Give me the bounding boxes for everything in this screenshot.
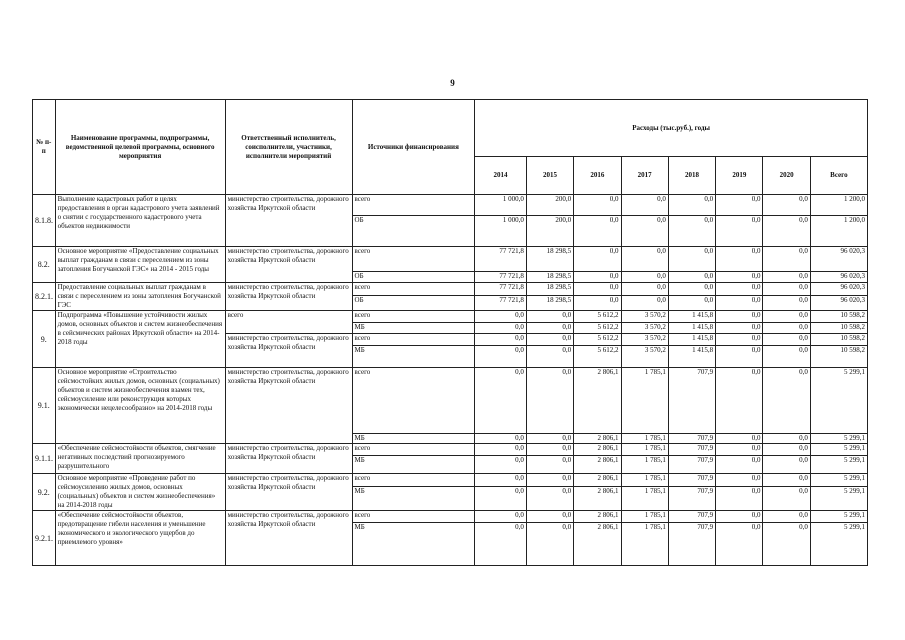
row-value: 0,0	[668, 195, 715, 216]
row-value: 1 785,1	[621, 511, 668, 523]
row-value: 1 785,1	[621, 474, 668, 487]
row-value: 0,0	[475, 323, 527, 334]
row-value: 2 806,1	[574, 456, 621, 474]
row-value: 0,0	[763, 296, 810, 311]
row-source: всего	[352, 334, 475, 346]
row-total: 96 020,3	[810, 296, 867, 311]
header-year: 2020	[763, 157, 810, 195]
row-value: 0,0	[475, 474, 527, 487]
row-total: 10 598,2	[810, 311, 867, 323]
row-value: 707,9	[668, 434, 715, 444]
row-number: 9.	[33, 311, 56, 368]
row-value: 0,0	[763, 272, 810, 283]
row-value: 2 806,1	[574, 368, 621, 434]
row-value: 5 612,2	[574, 334, 621, 346]
row-value: 0,0	[716, 283, 763, 296]
row-total: 10 598,2	[810, 346, 867, 368]
row-value: 0,0	[574, 272, 621, 283]
row-value: 2 806,1	[574, 523, 621, 566]
row-source: МБ	[352, 456, 475, 474]
row-value: 0,0	[526, 368, 573, 434]
row-value: 0,0	[475, 444, 527, 456]
row-source: всего	[352, 444, 475, 456]
table-row	[33, 311, 868, 323]
row-value: 0,0	[526, 474, 573, 487]
row-value: 707,9	[668, 444, 715, 456]
row-value: 0,0	[526, 434, 573, 444]
row-value: 0,0	[763, 311, 810, 323]
row-value: 0,0	[574, 247, 621, 272]
row-value: 5 612,2	[574, 323, 621, 334]
row-value: 0,0	[621, 296, 668, 311]
row-total: 10 598,2	[810, 323, 867, 334]
row-total: 5 299,1	[810, 444, 867, 456]
row-value: 0,0	[763, 323, 810, 334]
row-value: 3 570,2	[621, 323, 668, 334]
row-value: 1 785,1	[621, 486, 668, 510]
row-number: 9.1.	[33, 368, 56, 444]
row-total: 96 020,3	[810, 283, 867, 296]
table-row	[33, 195, 868, 216]
row-value: 0,0	[716, 486, 763, 510]
row-name: Основное мероприятие «Строительство сейсмостойких жилых домов, основных (социальных) объектов и систем жизнеобеспечения взамен тех, сейсмоусиление или реконструкция которых экономически нецелесообразно» на 2014-2018 годы	[55, 368, 225, 444]
row-source: всего	[352, 247, 475, 272]
row-value: 0,0	[475, 486, 527, 510]
row-value: 0,0	[526, 486, 573, 510]
row-responsible: министерство строительства, дорожного хозяйства Иркутской области	[225, 368, 352, 444]
row-responsible: министерство строительства, дорожного хозяйства Иркутской области	[225, 511, 352, 566]
row-source: всего	[352, 283, 475, 296]
row-value: 0,0	[763, 456, 810, 474]
budget-table	[32, 99, 868, 566]
row-value: 0,0	[716, 311, 763, 323]
row-value: 0,0	[716, 474, 763, 487]
row-value: 0,0	[716, 444, 763, 456]
row-total: 5 299,1	[810, 511, 867, 523]
row-value: 1 785,1	[621, 434, 668, 444]
row-value: 2 806,1	[574, 444, 621, 456]
header-year: 2019	[716, 157, 763, 195]
row-name: Предоставление социальных выплат гражданам в связи с переселением из зоны затопления Богучанской ГЭС	[55, 283, 225, 311]
row-value: 0,0	[716, 368, 763, 434]
row-value: 18 298,5	[526, 272, 573, 283]
row-value: 0,0	[526, 456, 573, 474]
row-value: 2 806,1	[574, 474, 621, 487]
row-total: 96 020,3	[810, 272, 867, 283]
row-value: 0,0	[526, 511, 573, 523]
row-value: 0,0	[475, 346, 527, 368]
row-value: 0,0	[526, 444, 573, 456]
header-name: Наименование программы, подпрограммы, ведомственной целевой программы, основного мероприятия	[55, 100, 225, 195]
row-total: 5 299,1	[810, 434, 867, 444]
row-value: 3 570,2	[621, 311, 668, 323]
header-year: 2016	[574, 157, 621, 195]
row-value: 1 415,8	[668, 346, 715, 368]
row-value: 0,0	[574, 195, 621, 216]
header-total: Всего	[810, 157, 867, 195]
row-value: 0,0	[763, 474, 810, 487]
row-value: 0,0	[763, 368, 810, 434]
row-value: 200,0	[526, 195, 573, 216]
row-value: 5 612,2	[574, 311, 621, 323]
row-value: 0,0	[526, 346, 573, 368]
row-number: 8.1.8.	[33, 195, 56, 247]
row-value: 0,0	[621, 216, 668, 247]
row-value: 707,9	[668, 474, 715, 487]
table-row	[33, 511, 868, 523]
row-name: Подпрограмма «Повышение устойчивости жилых домов, основных объектов и систем жизнеобеспечения в сейсмических районах Иркутской области» на 2014-2018 годы	[55, 311, 225, 368]
header-year: 2017	[621, 157, 668, 195]
table-row	[33, 474, 868, 487]
row-value: 1 000,0	[475, 216, 527, 247]
row-value: 707,9	[668, 368, 715, 434]
header-responsible: Ответственный исполнитель, соисполнители, участники, исполнители мероприятий	[225, 100, 352, 195]
row-total: 5 299,1	[810, 523, 867, 566]
header-num: № п-п	[33, 100, 56, 195]
row-value: 0,0	[716, 346, 763, 368]
row-value: 18 298,5	[526, 247, 573, 272]
page-number: 9	[450, 78, 455, 88]
row-value: 0,0	[475, 523, 527, 566]
row-value: 0,0	[475, 511, 527, 523]
row-value: 2 806,1	[574, 511, 621, 523]
row-value: 0,0	[621, 272, 668, 283]
row-value: 0,0	[763, 486, 810, 510]
row-source: всего	[352, 368, 475, 434]
row-value: 0,0	[763, 195, 810, 216]
row-source: МБ	[352, 434, 475, 444]
row-responsible: министерство строительства, дорожного хозяйства Иркутской области	[225, 283, 352, 311]
row-value: 5 612,2	[574, 346, 621, 368]
row-value: 0,0	[763, 216, 810, 247]
table-row	[33, 247, 868, 272]
row-value: 1 415,8	[668, 334, 715, 346]
row-name: Основное мероприятие «Проведение работ по сейсмоусилению жилых домов, основных (социальных) объектов и систем жизнеобеспечения» на 2014-2018 годы	[55, 474, 225, 511]
row-value: 0,0	[763, 334, 810, 346]
row-source: ОБ	[352, 216, 475, 247]
row-value: 0,0	[668, 216, 715, 247]
row-source: всего	[352, 511, 475, 523]
row-value: 0,0	[526, 323, 573, 334]
row-name: «Обеспечение сейсмостойкости объектов, предотвращение гибели населения и уменьшение экономического и экологического ущербов до приемлемого уровня»	[55, 511, 225, 566]
row-responsible: всего	[225, 311, 352, 334]
row-responsible: министерство строительства, дорожного хозяйства Иркутской области	[225, 474, 352, 511]
row-total: 1 200,0	[810, 216, 867, 247]
row-value: 707,9	[668, 486, 715, 510]
header-year: 2015	[526, 157, 573, 195]
row-value: 0,0	[716, 523, 763, 566]
row-value: 0,0	[621, 247, 668, 272]
row-value: 1 785,1	[621, 444, 668, 456]
row-value: 1 000,0	[475, 195, 527, 216]
row-responsible: министерство строительства, дорожного хозяйства Иркутской области	[225, 444, 352, 474]
row-value: 0,0	[716, 511, 763, 523]
header-year: 2014	[475, 157, 527, 195]
row-value: 1 785,1	[621, 523, 668, 566]
row-source: ОБ	[352, 272, 475, 283]
row-responsible: министерство строительства, дорожного хозяйства Иркутской области	[225, 195, 352, 247]
row-number: 9.2.1.	[33, 511, 56, 566]
row-value: 0,0	[716, 323, 763, 334]
row-value: 200,0	[526, 216, 573, 247]
row-value: 0,0	[716, 216, 763, 247]
row-value: 0,0	[716, 247, 763, 272]
row-number: 8.2.	[33, 247, 56, 283]
row-value: 707,9	[668, 523, 715, 566]
row-total: 96 020,3	[810, 247, 867, 272]
row-value: 707,9	[668, 511, 715, 523]
row-value: 0,0	[668, 272, 715, 283]
row-source: всего	[352, 311, 475, 323]
row-value: 77 721,8	[475, 283, 527, 296]
table-row	[33, 283, 868, 296]
row-source: МБ	[352, 486, 475, 510]
row-value: 0,0	[668, 296, 715, 311]
row-value: 3 570,2	[621, 334, 668, 346]
row-number: 8.2.1.	[33, 283, 56, 311]
row-value: 0,0	[763, 523, 810, 566]
row-source: всего	[352, 195, 475, 216]
row-value: 77 721,8	[475, 272, 527, 283]
row-value: 707,9	[668, 456, 715, 474]
row-value: 0,0	[716, 456, 763, 474]
row-number: 9.1.1.	[33, 444, 56, 474]
row-responsible: министерство строительства, дорожного хозяйства Иркутской области	[225, 334, 352, 368]
table-row	[33, 444, 868, 456]
row-value: 0,0	[716, 195, 763, 216]
row-value: 0,0	[763, 434, 810, 444]
row-total: 5 299,1	[810, 474, 867, 487]
header-sources: Источники финансирования	[352, 100, 475, 195]
row-total: 10 598,2	[810, 334, 867, 346]
row-number: 9.2.	[33, 474, 56, 511]
row-source: МБ	[352, 323, 475, 334]
row-value: 0,0	[526, 334, 573, 346]
row-value: 18 298,5	[526, 283, 573, 296]
row-value: 0,0	[526, 311, 573, 323]
row-value: 77 721,8	[475, 296, 527, 311]
row-value: 2 806,1	[574, 486, 621, 510]
row-value: 0,0	[763, 444, 810, 456]
row-source: МБ	[352, 523, 475, 566]
row-value: 2 806,1	[574, 434, 621, 444]
row-value: 0,0	[475, 311, 527, 323]
row-total: 5 299,1	[810, 368, 867, 434]
row-source: всего	[352, 474, 475, 487]
row-source: ОБ	[352, 296, 475, 311]
row-value: 0,0	[716, 334, 763, 346]
row-source: МБ	[352, 346, 475, 368]
row-value: 0,0	[716, 296, 763, 311]
row-value: 1 785,1	[621, 456, 668, 474]
row-value: 18 298,5	[526, 296, 573, 311]
row-total: 5 299,1	[810, 486, 867, 510]
row-value: 0,0	[763, 346, 810, 368]
row-total: 1 200,0	[810, 195, 867, 216]
row-value: 0,0	[475, 368, 527, 434]
row-value: 0,0	[621, 283, 668, 296]
row-value: 0,0	[668, 247, 715, 272]
row-name: Основное мероприятие «Предоставление социальных выплат гражданам в связи с переселением из зоны затопления Богучанской ГЭС» на 2014 - 2015 годы	[55, 247, 225, 283]
row-value: 0,0	[574, 296, 621, 311]
row-value: 0,0	[475, 434, 527, 444]
row-value: 0,0	[574, 283, 621, 296]
row-name: Выполнение кадастровых работ в целях предоставления в орган кадастрового учета заявлений о снятии с государственного кадастрового учета объектов недвижимости	[55, 195, 225, 247]
row-value: 1 415,8	[668, 323, 715, 334]
row-value: 0,0	[526, 523, 573, 566]
row-value: 0,0	[716, 272, 763, 283]
row-total: 5 299,1	[810, 456, 867, 474]
row-value: 0,0	[763, 283, 810, 296]
row-value: 1 785,1	[621, 368, 668, 434]
header-expenses: Расходы (тыс.руб.), годы	[475, 100, 868, 157]
row-value: 1 415,8	[668, 311, 715, 323]
row-value: 0,0	[668, 283, 715, 296]
row-value: 0,0	[475, 456, 527, 474]
row-value: 0,0	[475, 334, 527, 346]
table-row	[33, 368, 868, 434]
row-value: 0,0	[574, 216, 621, 247]
row-responsible: министерство строительства, дорожного хозяйства Иркутской области	[225, 247, 352, 283]
row-value: 0,0	[621, 195, 668, 216]
row-value: 0,0	[763, 247, 810, 272]
row-value: 77 721,8	[475, 247, 527, 272]
row-name: «Обеспечение сейсмостойкости объектов, смягчение негативных последствий прогнозируемого разрушительного	[55, 444, 225, 474]
row-value: 3 570,2	[621, 346, 668, 368]
header-year: 2018	[668, 157, 715, 195]
row-value: 0,0	[763, 511, 810, 523]
row-value: 0,0	[716, 434, 763, 444]
